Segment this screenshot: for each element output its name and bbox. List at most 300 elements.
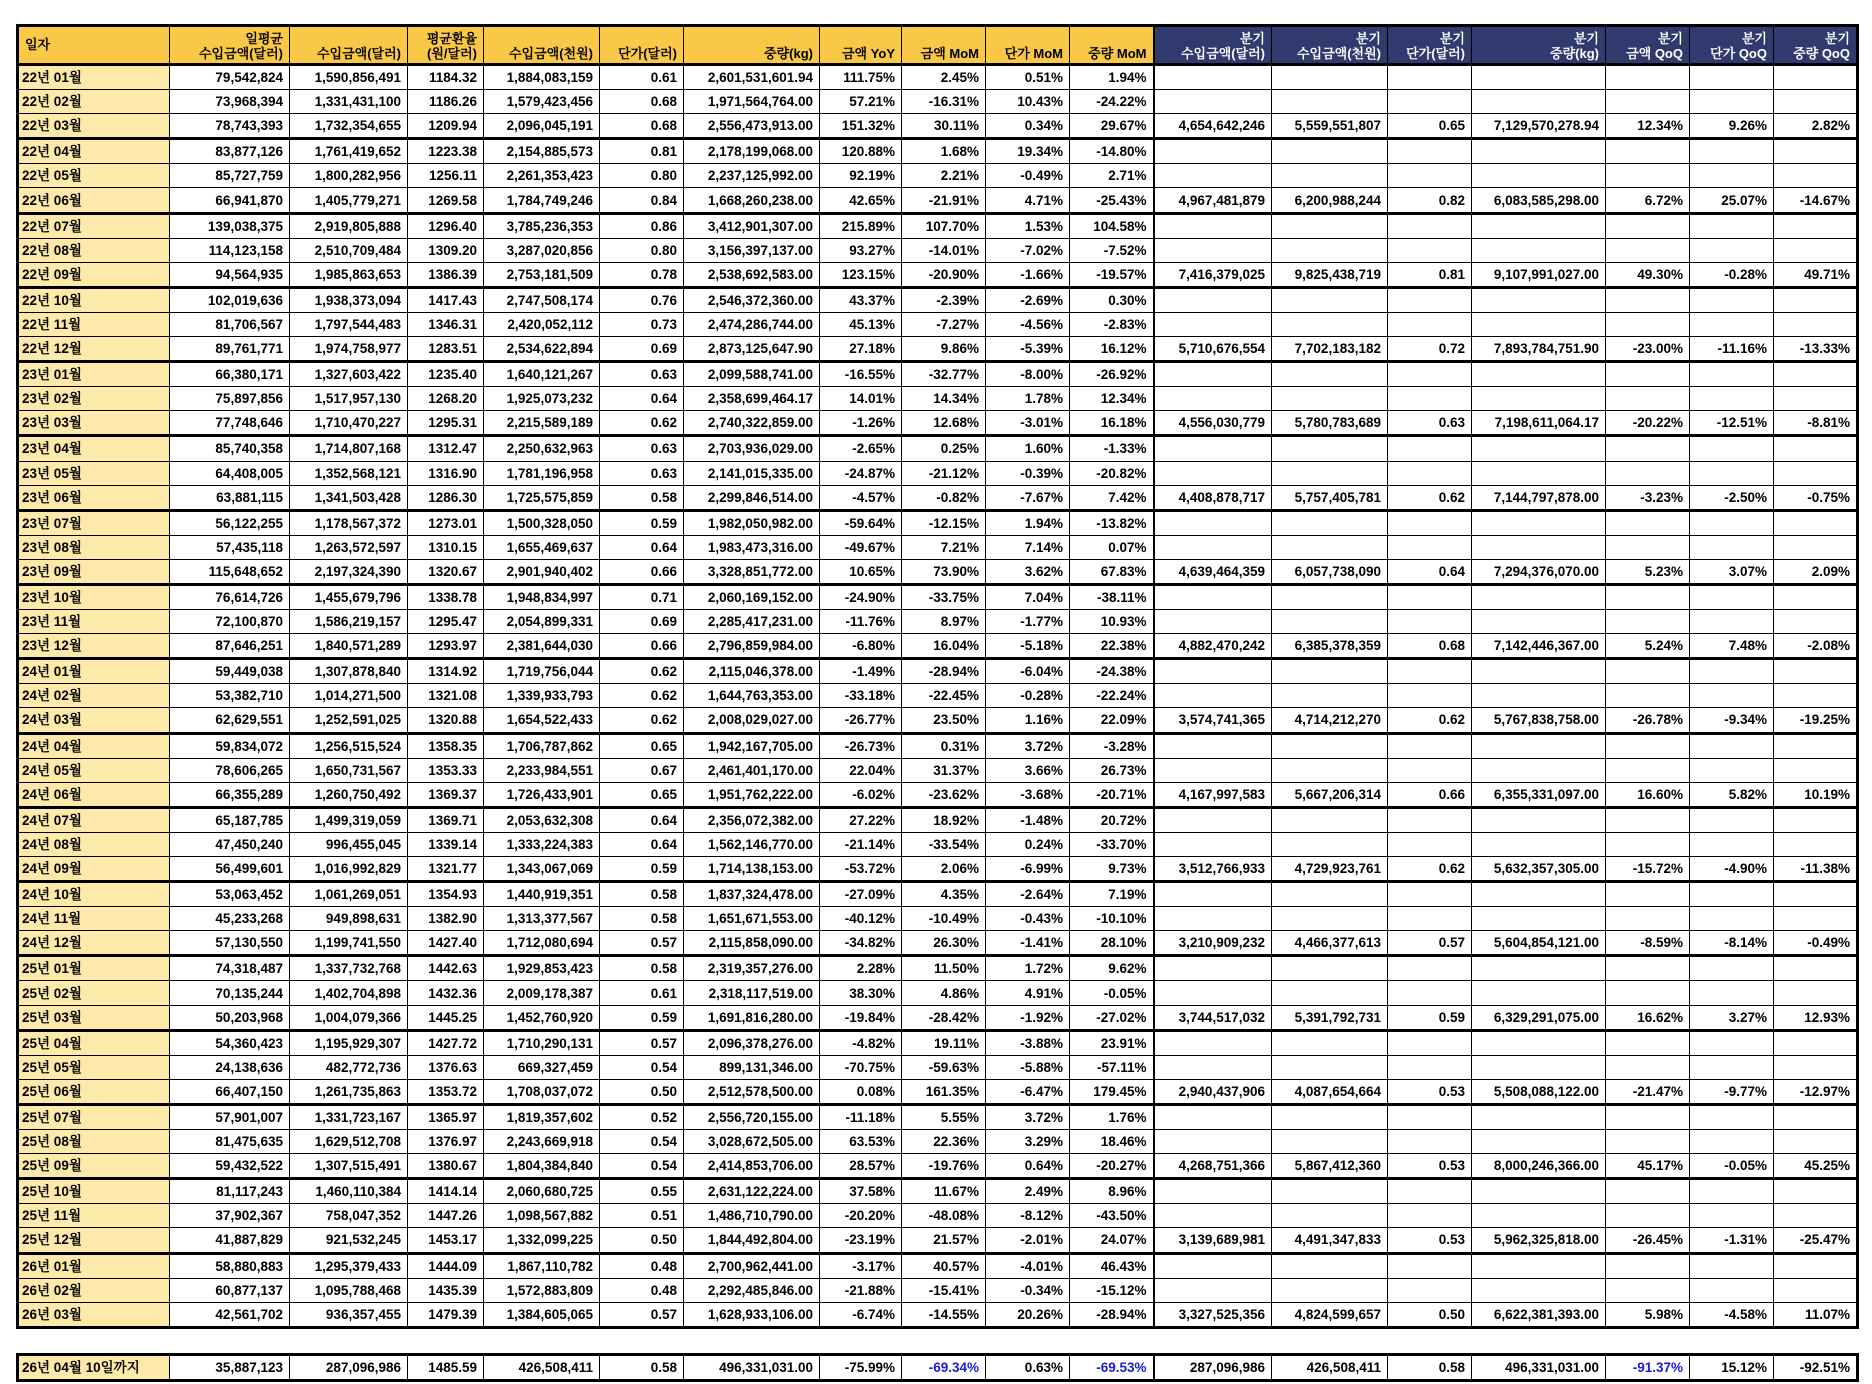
cell-q-weight-kg[interactable]	[1472, 90, 1606, 114]
cell-avg-fx-rate[interactable]: 1295.47	[408, 610, 484, 634]
cell-q-weight-kg[interactable]: 7,198,611,064.17	[1472, 411, 1606, 436]
cell-amount-yoy[interactable]: 22.04%	[820, 758, 902, 782]
cell-q-weight-kg[interactable]	[1472, 362, 1606, 387]
cell-import-krw[interactable]: 1,719,756,044	[484, 659, 600, 684]
cell-weight-kg[interactable]: 1,486,710,790.00	[684, 1204, 820, 1228]
cell-weight-kg[interactable]: 2,538,692,583.00	[684, 262, 820, 287]
partial-cell-unit-price-usd[interactable]: 0.58	[600, 1354, 684, 1380]
cell-q-import-usd[interactable]	[1154, 1055, 1272, 1079]
cell-daily-avg-usd[interactable]: 65,187,785	[170, 807, 290, 832]
cell-q-unit-price[interactable]: 0.64	[1388, 559, 1472, 584]
cell-q-import-krw[interactable]	[1272, 733, 1388, 758]
cell-daily-avg-usd[interactable]: 37,902,367	[170, 1204, 290, 1228]
cell-q-weight-qoq[interactable]	[1774, 684, 1858, 708]
cell-unit-price-usd[interactable]: 0.64	[600, 807, 684, 832]
cell-price-mom[interactable]: -2.69%	[986, 287, 1070, 312]
cell-date[interactable]: 24년 03월	[18, 708, 170, 733]
cell-q-weight-kg[interactable]: 5,508,088,122.00	[1472, 1079, 1606, 1104]
header-amount-yoy[interactable]: 금액 YoY	[820, 26, 902, 65]
cell-q-unit-price[interactable]: 0.72	[1388, 337, 1472, 362]
cell-weight-kg[interactable]: 1,971,564,764.00	[684, 90, 820, 114]
cell-weight-mom[interactable]: 28.10%	[1070, 931, 1154, 956]
cell-daily-avg-usd[interactable]: 41,887,829	[170, 1228, 290, 1253]
cell-weight-mom[interactable]: 29.67%	[1070, 114, 1154, 139]
cell-import-krw[interactable]: 1,925,073,232	[484, 387, 600, 411]
cell-daily-avg-usd[interactable]: 66,380,171	[170, 362, 290, 387]
cell-amount-mom[interactable]: 5.55%	[902, 1104, 986, 1129]
cell-q-import-krw[interactable]: 5,667,206,314	[1272, 782, 1388, 807]
cell-weight-kg[interactable]: 2,299,846,514.00	[684, 485, 820, 510]
cell-weight-mom[interactable]: 26.73%	[1070, 758, 1154, 782]
cell-weight-kg[interactable]: 1,651,671,553.00	[684, 907, 820, 931]
cell-q-import-usd[interactable]: 4,654,642,246	[1154, 114, 1272, 139]
cell-import-usd[interactable]: 921,532,245	[290, 1228, 408, 1253]
cell-q-weight-qoq[interactable]	[1774, 461, 1858, 485]
cell-q-import-krw[interactable]	[1272, 1030, 1388, 1055]
cell-date[interactable]: 23년 06월	[18, 485, 170, 510]
cell-q-import-usd[interactable]: 4,967,481,879	[1154, 188, 1272, 213]
cell-avg-fx-rate[interactable]: 1354.93	[408, 882, 484, 907]
cell-price-mom[interactable]: -4.56%	[986, 312, 1070, 336]
cell-import-krw[interactable]: 1,654,522,433	[484, 708, 600, 733]
cell-q-weight-qoq[interactable]	[1774, 1179, 1858, 1204]
cell-date[interactable]: 22년 02월	[18, 90, 170, 114]
cell-weight-mom[interactable]: -22.24%	[1070, 684, 1154, 708]
cell-weight-mom[interactable]: -13.82%	[1070, 510, 1154, 535]
cell-daily-avg-usd[interactable]: 83,877,126	[170, 139, 290, 164]
cell-date[interactable]: 25년 08월	[18, 1130, 170, 1154]
cell-unit-price-usd[interactable]: 0.58	[600, 907, 684, 931]
cell-q-unit-price[interactable]	[1388, 659, 1472, 684]
cell-q-import-usd[interactable]: 3,139,689,981	[1154, 1228, 1272, 1253]
cell-import-krw[interactable]: 2,753,181,509	[484, 262, 600, 287]
cell-amount-mom[interactable]: -10.49%	[902, 907, 986, 931]
cell-amount-yoy[interactable]: -19.84%	[820, 1005, 902, 1030]
cell-weight-kg[interactable]: 2,740,322,859.00	[684, 411, 820, 436]
cell-q-unit-price[interactable]	[1388, 1278, 1472, 1302]
cell-daily-avg-usd[interactable]: 62,629,551	[170, 708, 290, 733]
partial-cell-amount-yoy[interactable]: -75.99%	[820, 1354, 902, 1380]
cell-amount-yoy[interactable]: 111.75%	[820, 65, 902, 90]
cell-q-price-qoq[interactable]	[1690, 436, 1774, 461]
cell-price-mom[interactable]: 2.49%	[986, 1179, 1070, 1204]
cell-q-amount-qoq[interactable]: 45.17%	[1606, 1154, 1690, 1179]
cell-unit-price-usd[interactable]: 0.67	[600, 758, 684, 782]
cell-import-usd[interactable]: 1,337,732,768	[290, 956, 408, 981]
cell-daily-avg-usd[interactable]: 60,877,137	[170, 1278, 290, 1302]
cell-weight-mom[interactable]: -7.52%	[1070, 238, 1154, 262]
partial-cell-q-import-krw[interactable]: 426,508,411	[1272, 1354, 1388, 1380]
cell-amount-yoy[interactable]: -49.67%	[820, 535, 902, 559]
cell-q-weight-kg[interactable]	[1472, 387, 1606, 411]
cell-q-weight-kg[interactable]	[1472, 1104, 1606, 1129]
cell-q-unit-price[interactable]: 0.57	[1388, 931, 1472, 956]
cell-q-amount-qoq[interactable]: 5.23%	[1606, 559, 1690, 584]
cell-import-usd[interactable]: 1,460,110,384	[290, 1179, 408, 1204]
cell-q-price-qoq[interactable]	[1690, 535, 1774, 559]
cell-daily-avg-usd[interactable]: 45,233,268	[170, 907, 290, 931]
cell-import-usd[interactable]: 2,510,709,484	[290, 238, 408, 262]
cell-date[interactable]: 25년 01월	[18, 956, 170, 981]
cell-date[interactable]: 22년 08월	[18, 238, 170, 262]
cell-daily-avg-usd[interactable]: 66,355,289	[170, 782, 290, 807]
cell-amount-yoy[interactable]: -4.57%	[820, 485, 902, 510]
cell-price-mom[interactable]: 3.66%	[986, 758, 1070, 782]
cell-q-unit-price[interactable]	[1388, 956, 1472, 981]
cell-q-amount-qoq[interactable]: 6.72%	[1606, 188, 1690, 213]
cell-daily-avg-usd[interactable]: 70,135,244	[170, 981, 290, 1005]
cell-q-unit-price[interactable]	[1388, 882, 1472, 907]
partial-cell-q-weight-kg[interactable]: 496,331,031.00	[1472, 1354, 1606, 1380]
cell-amount-mom[interactable]: -33.75%	[902, 584, 986, 609]
cell-date[interactable]: 23년 11월	[18, 610, 170, 634]
cell-weight-mom[interactable]: 10.93%	[1070, 610, 1154, 634]
cell-q-weight-qoq[interactable]	[1774, 981, 1858, 1005]
partial-cell-q-amount-qoq[interactable]: -91.37%	[1606, 1354, 1690, 1380]
cell-q-price-qoq[interactable]	[1690, 610, 1774, 634]
cell-daily-avg-usd[interactable]: 64,408,005	[170, 461, 290, 485]
cell-weight-mom[interactable]: -20.71%	[1070, 782, 1154, 807]
cell-weight-kg[interactable]: 2,178,199,068.00	[684, 139, 820, 164]
cell-avg-fx-rate[interactable]: 1376.63	[408, 1055, 484, 1079]
cell-date[interactable]: 22년 10월	[18, 287, 170, 312]
cell-weight-kg[interactable]: 2,318,117,519.00	[684, 981, 820, 1005]
cell-q-weight-kg[interactable]: 8,000,246,366.00	[1472, 1154, 1606, 1179]
cell-q-import-usd[interactable]	[1154, 436, 1272, 461]
cell-import-usd[interactable]: 1,517,957,130	[290, 387, 408, 411]
cell-weight-mom[interactable]: 46.43%	[1070, 1253, 1154, 1278]
cell-import-usd[interactable]: 1,004,079,366	[290, 1005, 408, 1030]
cell-q-import-krw[interactable]: 4,466,377,613	[1272, 931, 1388, 956]
cell-q-amount-qoq[interactable]: 5.98%	[1606, 1302, 1690, 1327]
cell-q-price-qoq[interactable]	[1690, 882, 1774, 907]
cell-import-usd[interactable]: 1,405,779,271	[290, 188, 408, 213]
cell-price-mom[interactable]: 0.64%	[986, 1154, 1070, 1179]
cell-import-krw[interactable]: 1,332,099,225	[484, 1228, 600, 1253]
cell-daily-avg-usd[interactable]: 94,564,935	[170, 262, 290, 287]
cell-amount-mom[interactable]: -14.55%	[902, 1302, 986, 1327]
cell-q-amount-qoq[interactable]	[1606, 907, 1690, 931]
cell-avg-fx-rate[interactable]: 1479.39	[408, 1302, 484, 1327]
cell-q-price-qoq[interactable]	[1690, 659, 1774, 684]
cell-unit-price-usd[interactable]: 0.57	[600, 931, 684, 956]
cell-q-import-krw[interactable]	[1272, 907, 1388, 931]
cell-weight-mom[interactable]: -1.33%	[1070, 436, 1154, 461]
cell-q-unit-price[interactable]	[1388, 65, 1472, 90]
cell-date[interactable]: 23년 04월	[18, 436, 170, 461]
cell-q-unit-price[interactable]	[1388, 213, 1472, 238]
cell-daily-avg-usd[interactable]: 77,748,646	[170, 411, 290, 436]
cell-q-unit-price[interactable]: 0.62	[1388, 708, 1472, 733]
cell-date[interactable]: 22년 06월	[18, 188, 170, 213]
cell-daily-avg-usd[interactable]: 57,130,550	[170, 931, 290, 956]
cell-q-weight-kg[interactable]: 6,083,585,298.00	[1472, 188, 1606, 213]
cell-q-price-qoq[interactable]	[1690, 164, 1774, 188]
cell-import-usd[interactable]: 2,919,805,888	[290, 213, 408, 238]
cell-import-usd[interactable]: 1,840,571,289	[290, 634, 408, 659]
cell-q-import-usd[interactable]	[1154, 387, 1272, 411]
cell-import-krw[interactable]: 2,233,984,551	[484, 758, 600, 782]
cell-q-import-krw[interactable]	[1272, 956, 1388, 981]
cell-weight-kg[interactable]: 2,115,858,090.00	[684, 931, 820, 956]
cell-price-mom[interactable]: -0.43%	[986, 907, 1070, 931]
cell-weight-kg[interactable]: 2,060,169,152.00	[684, 584, 820, 609]
cell-unit-price-usd[interactable]: 0.69	[600, 610, 684, 634]
cell-q-weight-kg[interactable]	[1472, 535, 1606, 559]
cell-avg-fx-rate[interactable]: 1380.67	[408, 1154, 484, 1179]
cell-weight-mom[interactable]: 0.07%	[1070, 535, 1154, 559]
cell-daily-avg-usd[interactable]: 73,968,394	[170, 90, 290, 114]
cell-q-unit-price[interactable]	[1388, 90, 1472, 114]
cell-weight-kg[interactable]: 1,982,050,982.00	[684, 510, 820, 535]
cell-q-weight-kg[interactable]	[1472, 1130, 1606, 1154]
cell-weight-mom[interactable]: 7.42%	[1070, 485, 1154, 510]
cell-q-weight-kg[interactable]	[1472, 1204, 1606, 1228]
cell-import-usd[interactable]: 1,195,929,307	[290, 1030, 408, 1055]
cell-import-krw[interactable]: 1,712,080,694	[484, 931, 600, 956]
cell-avg-fx-rate[interactable]: 1295.31	[408, 411, 484, 436]
cell-q-import-usd[interactable]	[1154, 213, 1272, 238]
cell-import-usd[interactable]: 1,061,269,051	[290, 882, 408, 907]
cell-weight-kg[interactable]: 2,008,029,027.00	[684, 708, 820, 733]
cell-q-weight-qoq[interactable]	[1774, 213, 1858, 238]
cell-q-weight-qoq[interactable]: -13.33%	[1774, 337, 1858, 362]
cell-q-amount-qoq[interactable]	[1606, 1030, 1690, 1055]
cell-q-import-usd[interactable]: 4,268,751,366	[1154, 1154, 1272, 1179]
cell-daily-avg-usd[interactable]: 57,901,007	[170, 1104, 290, 1129]
cell-unit-price-usd[interactable]: 0.68	[600, 90, 684, 114]
cell-q-unit-price[interactable]	[1388, 362, 1472, 387]
cell-avg-fx-rate[interactable]: 1209.94	[408, 114, 484, 139]
cell-price-mom[interactable]: -0.39%	[986, 461, 1070, 485]
cell-q-weight-kg[interactable]	[1472, 1278, 1606, 1302]
cell-q-weight-kg[interactable]	[1472, 436, 1606, 461]
cell-import-krw[interactable]: 1,884,083,159	[484, 65, 600, 90]
cell-price-mom[interactable]: -6.47%	[986, 1079, 1070, 1104]
cell-q-weight-kg[interactable]	[1472, 213, 1606, 238]
cell-q-weight-kg[interactable]	[1472, 1179, 1606, 1204]
cell-q-import-krw[interactable]: 6,200,988,244	[1272, 188, 1388, 213]
cell-amount-mom[interactable]: 8.97%	[902, 610, 986, 634]
cell-amount-yoy[interactable]: -1.49%	[820, 659, 902, 684]
cell-weight-kg[interactable]: 1,644,763,353.00	[684, 684, 820, 708]
cell-avg-fx-rate[interactable]: 1453.17	[408, 1228, 484, 1253]
cell-unit-price-usd[interactable]: 0.73	[600, 312, 684, 336]
cell-q-import-krw[interactable]	[1272, 807, 1388, 832]
cell-q-price-qoq[interactable]: -4.90%	[1690, 857, 1774, 882]
cell-q-import-krw[interactable]	[1272, 510, 1388, 535]
cell-q-price-qoq[interactable]	[1690, 139, 1774, 164]
cell-import-usd[interactable]: 482,772,736	[290, 1055, 408, 1079]
cell-amount-mom[interactable]: 2.06%	[902, 857, 986, 882]
cell-import-krw[interactable]: 2,054,899,331	[484, 610, 600, 634]
cell-q-price-qoq[interactable]	[1690, 312, 1774, 336]
cell-q-weight-qoq[interactable]	[1774, 65, 1858, 90]
cell-q-price-qoq[interactable]: -0.05%	[1690, 1154, 1774, 1179]
cell-q-weight-qoq[interactable]: 49.71%	[1774, 262, 1858, 287]
cell-import-krw[interactable]: 1,784,749,246	[484, 188, 600, 213]
cell-q-weight-kg[interactable]	[1472, 807, 1606, 832]
cell-weight-kg[interactable]: 2,631,122,224.00	[684, 1179, 820, 1204]
cell-q-price-qoq[interactable]: 25.07%	[1690, 188, 1774, 213]
cell-avg-fx-rate[interactable]: 1358.35	[408, 733, 484, 758]
partial-cell-daily-avg-usd[interactable]: 35,887,123	[170, 1354, 290, 1380]
cell-q-import-krw[interactable]: 5,867,412,360	[1272, 1154, 1388, 1179]
cell-import-usd[interactable]: 936,357,455	[290, 1302, 408, 1327]
cell-q-unit-price[interactable]	[1388, 584, 1472, 609]
cell-price-mom[interactable]: 0.34%	[986, 114, 1070, 139]
cell-q-weight-qoq[interactable]: -25.47%	[1774, 1228, 1858, 1253]
cell-unit-price-usd[interactable]: 0.64	[600, 387, 684, 411]
cell-q-unit-price[interactable]	[1388, 1204, 1472, 1228]
cell-import-usd[interactable]: 1,455,679,796	[290, 584, 408, 609]
cell-weight-mom[interactable]: 67.83%	[1070, 559, 1154, 584]
cell-q-import-krw[interactable]	[1272, 287, 1388, 312]
cell-import-usd[interactable]: 1,352,568,121	[290, 461, 408, 485]
cell-amount-mom[interactable]: 18.92%	[902, 807, 986, 832]
cell-q-amount-qoq[interactable]	[1606, 1204, 1690, 1228]
cell-q-price-qoq[interactable]	[1690, 1179, 1774, 1204]
cell-q-weight-kg[interactable]	[1472, 733, 1606, 758]
cell-q-amount-qoq[interactable]	[1606, 238, 1690, 262]
cell-q-import-usd[interactable]	[1154, 362, 1272, 387]
cell-amount-mom[interactable]: 73.90%	[902, 559, 986, 584]
cell-amount-yoy[interactable]: -1.26%	[820, 411, 902, 436]
cell-q-amount-qoq[interactable]	[1606, 510, 1690, 535]
cell-avg-fx-rate[interactable]: 1444.09	[408, 1253, 484, 1278]
cell-date[interactable]: 22년 09월	[18, 262, 170, 287]
header-q-price-qoq[interactable]: 분기 단가 QoQ	[1690, 26, 1774, 65]
cell-q-unit-price[interactable]	[1388, 832, 1472, 856]
cell-price-mom[interactable]: -1.77%	[986, 610, 1070, 634]
cell-q-import-krw[interactable]	[1272, 882, 1388, 907]
cell-amount-mom[interactable]: 12.68%	[902, 411, 986, 436]
cell-q-import-usd[interactable]: 4,408,878,717	[1154, 485, 1272, 510]
cell-q-weight-kg[interactable]	[1472, 882, 1606, 907]
cell-unit-price-usd[interactable]: 0.65	[600, 782, 684, 807]
cell-q-weight-qoq[interactable]	[1774, 1104, 1858, 1129]
cell-import-usd[interactable]: 1,974,758,977	[290, 337, 408, 362]
cell-q-import-usd[interactable]: 3,744,517,032	[1154, 1005, 1272, 1030]
cell-q-price-qoq[interactable]: -9.77%	[1690, 1079, 1774, 1104]
cell-amount-mom[interactable]: 21.57%	[902, 1228, 986, 1253]
cell-q-weight-kg[interactable]: 7,893,784,751.90	[1472, 337, 1606, 362]
cell-daily-avg-usd[interactable]: 81,706,567	[170, 312, 290, 336]
cell-daily-avg-usd[interactable]: 53,382,710	[170, 684, 290, 708]
cell-import-krw[interactable]: 1,781,196,958	[484, 461, 600, 485]
header-amount-mom[interactable]: 금액 MoM	[902, 26, 986, 65]
cell-q-weight-qoq[interactable]: -12.97%	[1774, 1079, 1858, 1104]
cell-import-usd[interactable]: 1,341,503,428	[290, 485, 408, 510]
cell-q-amount-qoq[interactable]	[1606, 684, 1690, 708]
cell-q-import-usd[interactable]	[1154, 659, 1272, 684]
cell-q-amount-qoq[interactable]: -15.72%	[1606, 857, 1690, 882]
cell-q-weight-qoq[interactable]: -0.75%	[1774, 485, 1858, 510]
cell-daily-avg-usd[interactable]: 57,435,118	[170, 535, 290, 559]
cell-q-import-usd[interactable]	[1154, 461, 1272, 485]
cell-price-mom[interactable]: -6.99%	[986, 857, 1070, 882]
cell-import-krw[interactable]: 2,060,680,725	[484, 1179, 600, 1204]
cell-weight-mom[interactable]: -3.28%	[1070, 733, 1154, 758]
cell-q-unit-price[interactable]	[1388, 733, 1472, 758]
cell-unit-price-usd[interactable]: 0.59	[600, 1005, 684, 1030]
header-import-usd[interactable]: 수입금액(달러)	[290, 26, 408, 65]
partial-cell-weight-kg[interactable]: 496,331,031.00	[684, 1354, 820, 1380]
cell-q-weight-kg[interactable]: 7,144,797,878.00	[1472, 485, 1606, 510]
cell-q-amount-qoq[interactable]	[1606, 287, 1690, 312]
cell-q-weight-qoq[interactable]: -0.49%	[1774, 931, 1858, 956]
partial-cell-q-price-qoq[interactable]: 15.12%	[1690, 1354, 1774, 1380]
cell-weight-kg[interactable]: 2,237,125,992.00	[684, 164, 820, 188]
cell-date[interactable]: 25년 07월	[18, 1104, 170, 1129]
cell-avg-fx-rate[interactable]: 1312.47	[408, 436, 484, 461]
cell-price-mom[interactable]: 1.78%	[986, 387, 1070, 411]
cell-daily-avg-usd[interactable]: 42,561,702	[170, 1302, 290, 1327]
cell-q-weight-kg[interactable]	[1472, 684, 1606, 708]
cell-q-weight-kg[interactable]: 7,142,446,367.00	[1472, 634, 1606, 659]
cell-daily-avg-usd[interactable]: 63,881,115	[170, 485, 290, 510]
cell-weight-kg[interactable]: 1,942,167,705.00	[684, 733, 820, 758]
cell-q-weight-qoq[interactable]	[1774, 1253, 1858, 1278]
cell-q-price-qoq[interactable]: -2.50%	[1690, 485, 1774, 510]
cell-weight-mom[interactable]: 12.34%	[1070, 387, 1154, 411]
cell-q-price-qoq[interactable]: -9.34%	[1690, 708, 1774, 733]
cell-q-import-usd[interactable]	[1154, 1253, 1272, 1278]
cell-q-price-qoq[interactable]	[1690, 1055, 1774, 1079]
cell-unit-price-usd[interactable]: 0.84	[600, 188, 684, 213]
cell-date[interactable]: 24년 07월	[18, 807, 170, 832]
cell-avg-fx-rate[interactable]: 1346.31	[408, 312, 484, 336]
cell-price-mom[interactable]: 19.34%	[986, 139, 1070, 164]
cell-daily-avg-usd[interactable]: 115,648,652	[170, 559, 290, 584]
cell-q-amount-qoq[interactable]	[1606, 312, 1690, 336]
cell-q-unit-price[interactable]	[1388, 1179, 1472, 1204]
cell-amount-mom[interactable]: -20.90%	[902, 262, 986, 287]
cell-price-mom[interactable]: 3.29%	[986, 1130, 1070, 1154]
cell-q-weight-qoq[interactable]	[1774, 1055, 1858, 1079]
cell-daily-avg-usd[interactable]: 87,646,251	[170, 634, 290, 659]
cell-q-weight-qoq[interactable]	[1774, 610, 1858, 634]
cell-date[interactable]: 23년 01월	[18, 362, 170, 387]
cell-q-price-qoq[interactable]	[1690, 684, 1774, 708]
cell-avg-fx-rate[interactable]: 1321.77	[408, 857, 484, 882]
cell-date[interactable]: 23년 08월	[18, 535, 170, 559]
cell-date[interactable]: 25년 09월	[18, 1154, 170, 1179]
cell-q-weight-kg[interactable]: 5,604,854,121.00	[1472, 931, 1606, 956]
cell-import-usd[interactable]: 1,331,431,100	[290, 90, 408, 114]
cell-weight-mom[interactable]: -19.57%	[1070, 262, 1154, 287]
cell-weight-kg[interactable]: 2,512,578,500.00	[684, 1079, 820, 1104]
cell-import-krw[interactable]: 2,534,622,894	[484, 337, 600, 362]
cell-unit-price-usd[interactable]: 0.78	[600, 262, 684, 287]
cell-price-mom[interactable]: 3.72%	[986, 1104, 1070, 1129]
cell-price-mom[interactable]: 1.53%	[986, 213, 1070, 238]
cell-weight-mom[interactable]: -24.22%	[1070, 90, 1154, 114]
cell-weight-mom[interactable]: 179.45%	[1070, 1079, 1154, 1104]
cell-q-import-usd[interactable]	[1154, 238, 1272, 262]
cell-daily-avg-usd[interactable]: 85,740,358	[170, 436, 290, 461]
cell-amount-mom[interactable]: 1.68%	[902, 139, 986, 164]
cell-avg-fx-rate[interactable]: 1339.14	[408, 832, 484, 856]
cell-q-unit-price[interactable]: 0.81	[1388, 262, 1472, 287]
cell-q-amount-qoq[interactable]: -21.47%	[1606, 1079, 1690, 1104]
cell-avg-fx-rate[interactable]: 1309.20	[408, 238, 484, 262]
cell-unit-price-usd[interactable]: 0.62	[600, 411, 684, 436]
header-date[interactable]: 일자	[18, 26, 170, 65]
cell-amount-mom[interactable]: 31.37%	[902, 758, 986, 782]
cell-import-krw[interactable]: 2,420,052,112	[484, 312, 600, 336]
cell-q-weight-qoq[interactable]	[1774, 907, 1858, 931]
